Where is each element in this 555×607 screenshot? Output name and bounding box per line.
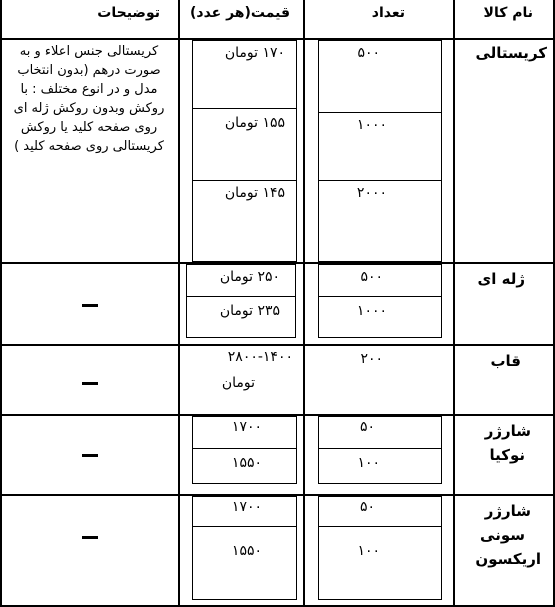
price-value: ۱۷۰ تومان <box>224 45 285 61</box>
price-value: ۱۷۰۰ <box>231 419 262 435</box>
qty-box-divider <box>318 180 442 181</box>
price-value: ۱۴۵ تومان <box>224 185 285 201</box>
price-value: ۱۵۵۰ <box>231 543 262 559</box>
qty-value: ۲۰۰ <box>360 351 383 367</box>
notes-dash <box>82 304 98 307</box>
notes-dash <box>82 382 98 385</box>
price-box-divider <box>192 180 297 181</box>
product-name: کریستالی <box>475 44 547 62</box>
price-value: ۲۳۵ تومان <box>219 303 280 319</box>
table-border-left <box>0 0 2 607</box>
qty-value: ۲۰۰۰ <box>356 185 387 201</box>
product-name: شارژر <box>484 422 531 440</box>
price-value: ۲۸۰۰-۱۴۰۰ <box>227 349 293 365</box>
price-box-divider <box>186 296 296 297</box>
qty-value: ۱۰۰۰ <box>356 303 387 319</box>
header-price: قیمت(هر عدد) <box>189 5 290 21</box>
qty-value: ۱۰۰۰ <box>356 117 387 133</box>
column-divider-qty <box>453 0 455 607</box>
product-name: اریکسون <box>475 550 541 568</box>
qty-box-divider <box>318 296 442 297</box>
notes-dash <box>82 536 98 539</box>
qty-value: ۵۰ <box>359 419 375 435</box>
qty-box <box>318 496 442 600</box>
product-name: نوکیا <box>489 446 525 464</box>
qty-box-divider <box>318 112 442 113</box>
qty-value: ۵۰۰ <box>357 45 380 61</box>
column-divider-price <box>303 0 305 607</box>
qty-box-divider <box>318 448 442 449</box>
notes-dash <box>82 454 98 457</box>
price-value: ۱۵۵ تومان <box>224 115 285 131</box>
product-name: شارژر <box>484 502 531 520</box>
price-box <box>192 40 297 262</box>
product-name: سونی <box>480 526 525 544</box>
price-box-divider <box>192 526 297 527</box>
product-notes: کریستالی جنس اعلاء و به صورت درهم (بدون انتخاب مدل و در انوع مختلف : با روکش وبدون روکش ژله ای روی صفحه کلید یا روکش کریستالی روی صفحه کلید ) <box>13 44 165 154</box>
column-divider-notes <box>178 0 180 607</box>
price-box-divider <box>192 448 297 449</box>
qty-box-divider <box>318 526 442 527</box>
qty-value: ۱۰۰ <box>357 543 380 559</box>
qty-box <box>318 416 442 484</box>
qty-box <box>318 40 442 262</box>
product-name: ژله ای <box>477 270 525 288</box>
header-name: نام کالا <box>483 5 533 21</box>
header-qty: تعداد <box>371 5 405 21</box>
qty-value: ۵۰ <box>359 499 375 515</box>
price-value: ۱۷۰۰ <box>231 499 262 515</box>
price-value: ۲۵۰ تومان <box>219 269 280 285</box>
price-box-divider <box>192 108 297 109</box>
row-separator <box>0 344 555 346</box>
header-notes: توضیحات <box>97 5 160 21</box>
qty-value: ۵۰۰ <box>360 269 383 285</box>
price-value: ۱۵۵۰ <box>231 455 262 471</box>
price-value: تومان <box>221 375 255 391</box>
product-name: قاب <box>490 352 521 370</box>
qty-value: ۱۰۰ <box>357 455 380 471</box>
